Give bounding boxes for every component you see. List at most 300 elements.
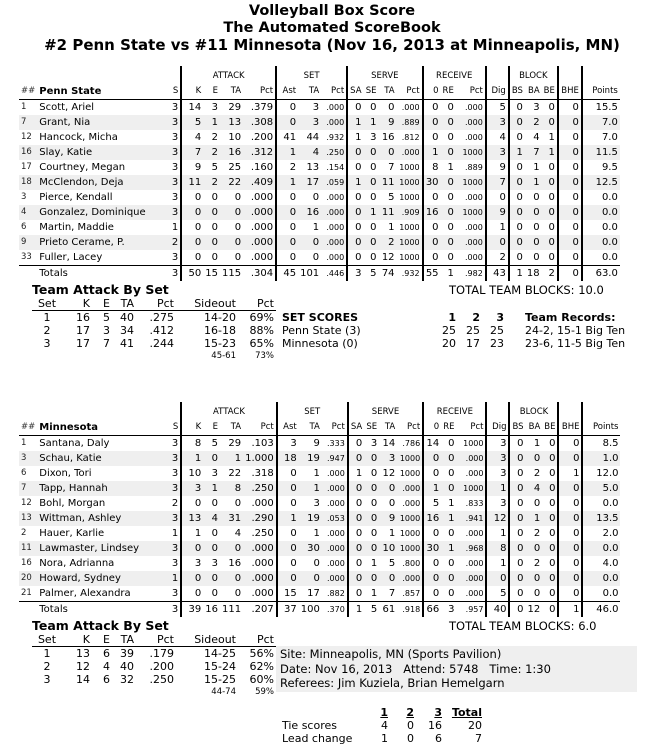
stat-cell: 3 — [290, 438, 297, 449]
stat-cell: 0 — [432, 558, 440, 569]
stat-cell: 0 — [312, 252, 320, 263]
set-header: 3 — [496, 311, 504, 324]
stat-cell: 11 — [379, 175, 397, 190]
group-header-row — [19, 402, 620, 420]
column-header: S — [167, 84, 181, 100]
player-row — [19, 115, 620, 130]
stat-cell: 1000 — [397, 526, 423, 541]
group-header-empty — [19, 402, 181, 420]
player-row — [19, 571, 620, 586]
team-record: 23-6, 11-5 Big Ten — [525, 337, 626, 350]
stat-cell: 3 — [167, 100, 181, 116]
stat-cell: 0 — [203, 205, 220, 220]
stat-cell: 0 — [517, 558, 524, 569]
totals-cell: 5 — [364, 266, 379, 282]
stat-cell: 0 — [517, 528, 524, 539]
stat-cell: 0 — [516, 192, 523, 203]
stat-cell: 0 — [432, 252, 439, 263]
stat-cell: 1 — [347, 175, 363, 190]
stat-cell: 9 — [379, 511, 397, 526]
empty-cell — [112, 350, 136, 363]
set-score: 25 — [442, 324, 456, 337]
stat-cell: 0 — [290, 498, 297, 509]
attack-by-set-column-header: Sideout — [176, 297, 238, 311]
stat-cell: 16 — [381, 132, 395, 143]
attack-by-set-header — [32, 297, 276, 311]
attack-by-set-cell: 13 — [76, 647, 90, 660]
stat-cell: 0 — [558, 205, 582, 220]
column-header: 0 — [423, 420, 441, 436]
stat-cell: .409 — [243, 175, 276, 190]
attack-by-set-cell: 15-23 — [204, 337, 236, 350]
stat-cell: 9 — [486, 160, 509, 175]
stat-cell: 0 — [486, 190, 509, 205]
attack-by-set-cell: 3 — [103, 324, 110, 337]
stat-cell: 0 — [194, 252, 202, 263]
stat-cell: 0.0 — [601, 192, 618, 203]
tie-header: 1 — [380, 706, 388, 719]
stat-cell: 0 — [370, 498, 378, 509]
stat-cell: 0 — [194, 222, 202, 233]
stat-cell: .000 — [397, 496, 423, 511]
stat-cell: .000 — [456, 115, 486, 130]
player-number: 33 — [21, 252, 32, 262]
stat-cell: 0 — [558, 190, 582, 205]
stat-cell: 1 — [194, 528, 202, 539]
stat-cell: 8 — [432, 162, 439, 173]
totals-cell: 18 — [525, 266, 542, 282]
stat-cell: .000 — [322, 466, 348, 481]
stat-cell: 0 — [355, 222, 362, 233]
stat-cell: 0 — [441, 115, 456, 130]
column-header: RE — [441, 84, 456, 100]
stat-cell: 0 — [423, 571, 441, 586]
stat-cell: 1.000 — [243, 451, 277, 466]
group-header-empty — [19, 66, 181, 84]
attack-by-set-summary-cell: 44-74 — [211, 687, 236, 697]
column-header: BE — [542, 420, 558, 436]
player-number: 18 — [19, 175, 37, 190]
stat-cell: 1000 — [397, 250, 423, 266]
player-number: 16 — [19, 145, 37, 160]
stat-cell: 0 — [448, 468, 455, 479]
group-header-block: BLOCK — [509, 66, 558, 84]
minnesota-box-score — [19, 402, 620, 617]
stat-cell: 0 — [370, 102, 377, 113]
stat-cell: 0 — [348, 571, 364, 586]
stat-cell: .941 — [456, 511, 486, 526]
column-header-number: ## — [19, 84, 37, 100]
player-name: Martin, Maddie — [39, 222, 114, 233]
stat-cell: 0 — [447, 192, 454, 203]
stat-cell: 1 — [370, 588, 378, 599]
totals-cell: 5 — [364, 602, 379, 618]
totals-cell: 3 — [347, 266, 363, 282]
stat-cell: 12 — [486, 511, 509, 526]
stat-cell: 2 — [211, 132, 218, 143]
stat-cell: 0 — [533, 192, 540, 203]
stat-cell: .882 — [322, 586, 348, 602]
stat-cell: 0 — [432, 588, 440, 599]
player-name: Fuller, Lacey — [39, 252, 103, 263]
stat-cell: .000 — [243, 541, 277, 556]
stat-cell: 0 — [558, 160, 582, 175]
group-header-empty — [558, 66, 582, 84]
totals-cell: 37 — [277, 602, 299, 618]
stat-cell: 7 — [388, 588, 396, 599]
attack-by-set-cell: 88% — [249, 324, 274, 337]
attack-by-set-cell: 65% — [249, 337, 274, 350]
player-row — [19, 100, 620, 116]
attack-by-set-row — [32, 673, 276, 686]
stat-cell: 0 — [348, 451, 364, 466]
column-header: RE — [441, 420, 456, 436]
player-name: Gonzalez, Dominique — [37, 205, 167, 220]
stat-cell: 7 — [525, 145, 542, 160]
stat-cell: 5.0 — [582, 481, 620, 496]
attack-by-set-cell: 3 — [43, 337, 51, 350]
game-attendance: Attend: 5748 — [403, 661, 479, 676]
group-header-block: BLOCK — [509, 402, 558, 420]
stat-cell: 0.0 — [602, 498, 619, 509]
stat-cell: 1 — [313, 468, 320, 479]
stat-cell: 11 — [181, 175, 203, 190]
empty-cell — [62, 350, 92, 363]
stat-cell: 0.0 — [602, 588, 619, 599]
player-row — [19, 130, 620, 145]
totals-cell: 16 — [203, 602, 220, 618]
stat-cell: .000 — [397, 145, 423, 160]
group-header-attack: ATTACK — [181, 402, 276, 420]
set-score: 20 — [442, 337, 456, 350]
column-header: Pct — [397, 84, 423, 100]
stat-cell: 0 — [348, 511, 364, 526]
stat-cell: .000 — [243, 205, 276, 220]
totals-cell: 43 — [486, 266, 509, 282]
stat-cell: 3 — [167, 481, 181, 496]
stat-cell: 0 — [517, 498, 524, 509]
stat-cell: 2.0 — [602, 528, 619, 539]
stat-cell: 1 — [486, 526, 509, 541]
stat-cell: .857 — [397, 586, 423, 602]
stat-cell: 1000 — [397, 541, 423, 556]
stat-cell: .000 — [456, 526, 486, 541]
stat-cell: .000 — [243, 586, 277, 602]
player-name: Howard, Sydney — [37, 571, 167, 586]
stat-cell: 0 — [234, 192, 242, 203]
column-header: Pct — [456, 84, 486, 100]
empty-cell — [92, 686, 112, 699]
stat-cell: 2 — [533, 528, 541, 539]
attack-by-set-cell: 14-25 — [204, 647, 236, 660]
stat-cell: 0 — [542, 526, 558, 541]
stat-cell: .000 — [243, 496, 277, 511]
stat-cell: 0 — [441, 571, 456, 586]
stat-cell: 0 — [290, 558, 297, 569]
stat-cell: 3 — [486, 145, 509, 160]
stat-cell: 1 — [203, 115, 220, 130]
attack-by-set-column-header: TA — [112, 297, 136, 311]
column-header: TA — [379, 84, 397, 100]
stat-cell: .000 — [321, 115, 347, 130]
stat-cell: .053 — [322, 511, 348, 526]
game-referees: Referees: Jim Kuziela, Brian Hemelgarn — [280, 676, 505, 690]
stat-cell: 3 — [486, 436, 509, 452]
player-row — [19, 511, 620, 526]
stat-cell: .000 — [322, 556, 348, 571]
stat-cell: 1 — [167, 571, 181, 586]
player-name: Hauer, Karlie — [39, 528, 105, 539]
stat-cell: 0 — [348, 541, 364, 556]
stat-cell: .000 — [243, 220, 276, 235]
stat-cell: 0 — [211, 528, 218, 539]
group-header-row — [19, 66, 620, 84]
player-name: McClendon, Deja — [37, 175, 167, 190]
stat-cell: 10 — [379, 541, 397, 556]
set-score: 23 — [490, 337, 504, 350]
stat-cell: 2 — [203, 145, 220, 160]
stat-cell: 0 — [432, 468, 440, 479]
stat-cell: 3 — [211, 102, 218, 113]
stat-cell: 0 — [509, 451, 525, 466]
column-header: Pct — [322, 420, 348, 436]
stat-cell: 1 — [312, 222, 320, 233]
stat-cell: 3 — [167, 175, 181, 190]
stat-cell: 3 — [313, 498, 320, 509]
stat-cell: 4 — [203, 511, 220, 526]
player-row — [19, 556, 620, 571]
stat-cell: 0.0 — [582, 235, 620, 250]
stat-cell: 0 — [355, 162, 362, 173]
stat-cell: 3 — [486, 451, 509, 466]
player-name: Santana, Daly — [39, 438, 110, 449]
stat-cell: 3 — [211, 558, 218, 569]
stat-cell: .379 — [243, 100, 276, 116]
stat-cell: 9 — [379, 115, 397, 130]
stat-cell: 0 — [355, 558, 363, 569]
set-score: 17 — [466, 337, 480, 350]
attack-by-set-cell: 1 — [43, 647, 51, 660]
stat-cell: 0 — [348, 481, 364, 496]
stat-cell: 1 — [525, 175, 542, 190]
stat-cell: 12.5 — [582, 175, 620, 190]
attack-by-set-cell: .275 — [149, 311, 174, 324]
stat-cell: 16 — [220, 145, 243, 160]
game-time: Time: 1:30 — [489, 661, 551, 676]
stat-cell: 0 — [533, 498, 541, 509]
totals-cell: .304 — [243, 266, 276, 282]
attack-by-set-cell: .179 — [149, 647, 174, 660]
matchup-title: #2 Penn State vs #11 Minnesota (Nov 16, 2013 at Minneapolis, MN) — [44, 36, 620, 54]
stat-cell: 2 — [486, 250, 509, 266]
stat-cell: .000 — [321, 220, 347, 235]
totals-cell: 39 — [181, 602, 203, 618]
player-row — [19, 175, 620, 190]
stat-cell: 1000 — [397, 511, 423, 526]
stat-cell: 3 — [167, 190, 181, 205]
stat-cell: 1 — [533, 162, 540, 173]
column-header: Pct — [321, 84, 347, 100]
attack-by-set-cell: 2 — [43, 660, 51, 673]
totals-cell: 1 — [509, 266, 525, 282]
page-title: Volleyball Box Score — [248, 3, 416, 19]
tie-value: 6 — [435, 732, 442, 745]
stat-cell: 4 — [533, 132, 540, 143]
stat-cell: 11.5 — [582, 145, 620, 160]
stat-cell: 0 — [277, 541, 299, 556]
stat-cell: 1 — [533, 438, 541, 449]
stat-cell: 22 — [228, 468, 242, 479]
totals-cell: 61 — [379, 602, 397, 618]
stat-cell: 3 — [211, 468, 218, 479]
totals-cell: 0 — [558, 266, 582, 282]
stat-cell: 7 — [486, 175, 509, 190]
stat-cell: 0 — [423, 115, 441, 130]
stat-cell: 0.0 — [601, 252, 618, 263]
stat-cell: 1 — [526, 511, 543, 526]
player-name: Schau, Katie — [37, 451, 167, 466]
stat-cell: 30 — [423, 541, 441, 556]
stat-cell: 0 — [509, 235, 525, 250]
column-header: Dig — [486, 84, 509, 100]
stat-cell: .200 — [243, 130, 276, 145]
stat-cell: 44 — [306, 132, 320, 143]
attack-by-set-cell: 17 — [76, 324, 90, 337]
player-row — [19, 586, 620, 602]
stat-cell: 13 — [306, 162, 320, 173]
stat-cell: 0 — [277, 571, 299, 586]
stat-cell: .000 — [321, 235, 347, 250]
stat-cell: 2 — [525, 115, 542, 130]
player-number: 20 — [19, 571, 37, 586]
game-site: Site: Minneapolis, MN (Sports Pavilion) — [280, 647, 502, 661]
totals-cell: 45 — [276, 266, 298, 282]
stat-cell: 0 — [234, 222, 242, 233]
stat-cell: .318 — [243, 466, 277, 481]
player-row — [19, 436, 620, 452]
stat-cell: 0 — [364, 145, 379, 160]
totals-cell: 1 — [348, 602, 364, 618]
tie-value: 0 — [407, 732, 414, 745]
group-header-receive: RECEIVE — [423, 66, 486, 84]
tie-header: 3 — [434, 706, 442, 719]
stat-cell: 0 — [448, 438, 455, 449]
totals-cell: .207 — [243, 602, 277, 618]
column-header: TA — [220, 420, 243, 436]
attack-by-set-cell: 56% — [249, 647, 274, 660]
stat-cell: 1000 — [456, 175, 486, 190]
stat-cell: 22 — [220, 175, 243, 190]
player-row — [19, 451, 620, 466]
player-row — [19, 190, 620, 205]
stat-cell: 18 — [277, 451, 299, 466]
group-header-attack: ATTACK — [181, 66, 276, 84]
stat-cell: .000 — [456, 556, 486, 571]
stat-cell: 0 — [558, 436, 582, 452]
attack-by-set-cell: .200 — [149, 660, 174, 673]
stat-cell: 1 — [423, 481, 441, 496]
stat-cell: 3 — [167, 130, 181, 145]
penn-state-attack-by-set — [32, 282, 276, 363]
stat-cell: 0 — [441, 145, 456, 160]
attack-by-set-cell: 14 — [76, 673, 90, 686]
stat-cell: 0 — [542, 100, 558, 116]
empty-cell — [32, 350, 62, 363]
stat-cell: 0 — [432, 132, 439, 143]
player-number: 4 — [19, 205, 37, 220]
stat-cell: 3 — [167, 250, 181, 266]
stat-cell: 10 — [228, 132, 242, 143]
totals-cell: 3 — [441, 602, 456, 618]
stat-cell: 1 — [441, 541, 456, 556]
stat-cell: 2 — [533, 558, 541, 569]
stat-cell: 1 — [220, 451, 243, 466]
stat-cell: 3 — [370, 438, 378, 449]
team-records-title: Team Records: — [525, 311, 616, 324]
stat-cell: 0 — [364, 451, 379, 466]
attack-by-set-cell: .244 — [149, 337, 174, 350]
stat-cell: 0 — [220, 541, 243, 556]
game-date: Date: Nov 16, 2013 — [280, 661, 393, 676]
stat-cell: 15 — [283, 588, 297, 599]
stat-cell: 0 — [533, 252, 540, 263]
stat-cell: 0 — [379, 481, 397, 496]
column-header: Pct — [456, 420, 486, 436]
stat-cell: 0 — [486, 571, 509, 586]
empty-cell — [92, 350, 112, 363]
column-header: TA — [298, 84, 321, 100]
stat-cell: 0 — [558, 130, 582, 145]
attack-by-set-cell: 5 — [103, 311, 110, 324]
totals-cell: 12 — [526, 602, 543, 618]
stat-cell: 0 — [181, 571, 203, 586]
stat-cell: 0 — [379, 571, 397, 586]
stat-cell: 1 — [447, 162, 454, 173]
player-name: Grant, Nia — [37, 115, 167, 130]
stat-cell: 1 — [313, 528, 320, 539]
stat-cell: 3 — [486, 115, 509, 130]
team-name: Penn State — [37, 84, 167, 100]
stat-cell: 0 — [558, 145, 582, 160]
group-header-empty — [486, 66, 509, 84]
stat-cell: 0 — [448, 528, 455, 539]
stat-cell: 41 — [283, 132, 297, 143]
stat-cell: 0 — [447, 132, 454, 143]
stat-cell: 1 — [181, 451, 203, 466]
stat-cell: 0 — [509, 511, 525, 526]
stat-cell: 29 — [228, 102, 242, 113]
stat-cell: 3 — [370, 132, 377, 143]
attack-by-set-column-header: E — [92, 297, 112, 311]
stat-cell: 3 — [167, 436, 181, 452]
stat-cell: 0 — [289, 192, 297, 203]
stat-cell: 0 — [220, 235, 243, 250]
stat-cell: 1 — [203, 481, 220, 496]
stat-cell: 0 — [347, 145, 363, 160]
stat-cell: .000 — [243, 556, 277, 571]
player-name: Slay, Katie — [37, 145, 167, 160]
stat-cell: 0 — [289, 252, 297, 263]
stat-cell: .000 — [456, 220, 486, 235]
stat-cell: 0 — [558, 496, 582, 511]
stat-cell: 1 — [542, 130, 558, 145]
stat-cell: 14 — [426, 438, 440, 449]
stat-cell: 0 — [379, 145, 397, 160]
attack-by-set-column-header: TA — [112, 633, 136, 647]
stat-cell: 2 — [203, 175, 220, 190]
stat-cell: 0 — [276, 235, 298, 250]
set-scores-title: SET SCORES — [282, 311, 359, 324]
